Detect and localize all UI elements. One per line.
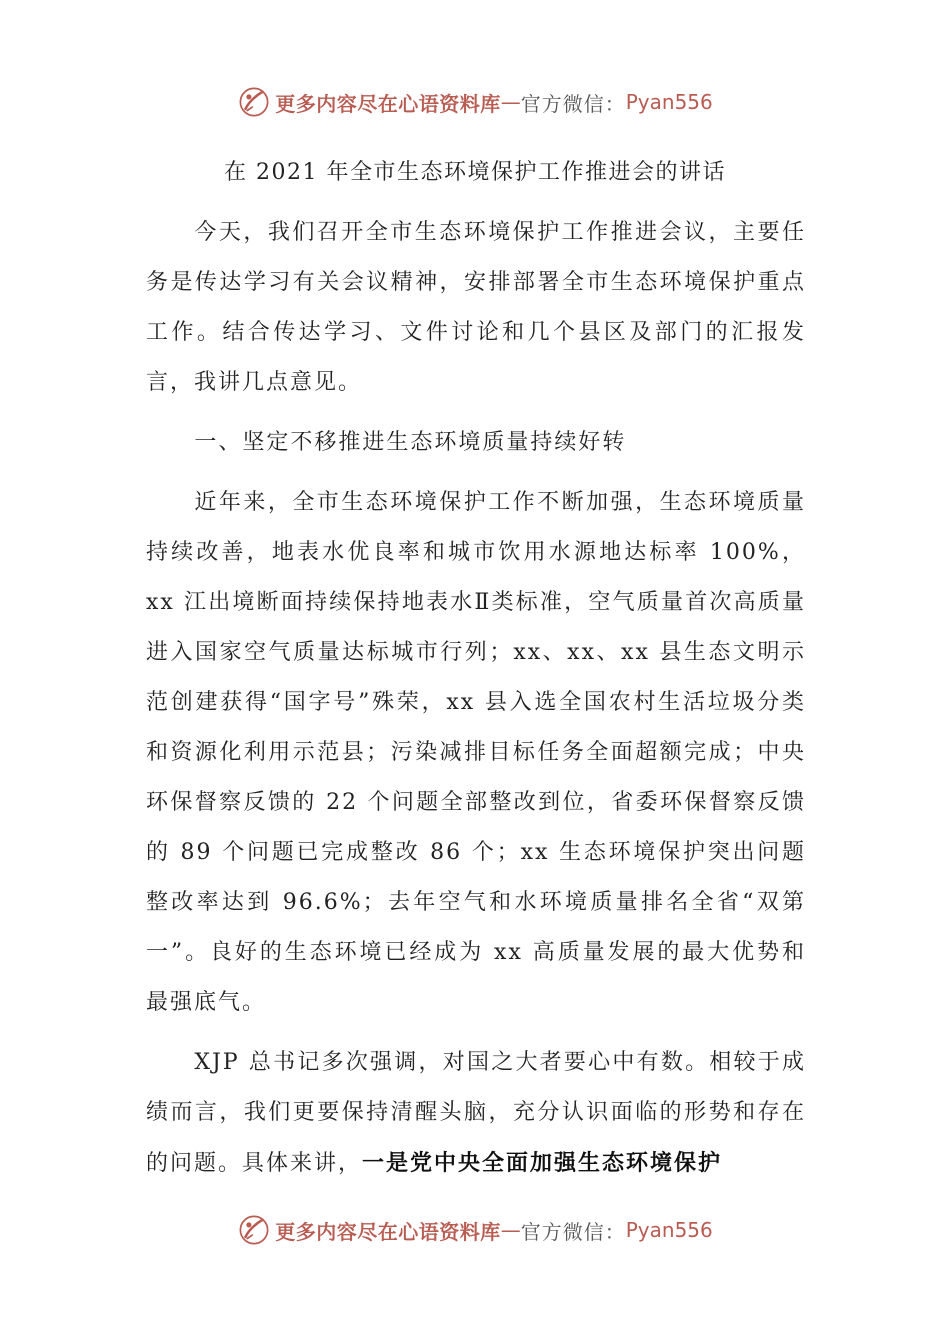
paragraph-achievements: 近年来，全市生态环境保护工作不断加强，生态环境质量持续改善，地表水优良率和城市饮用水源地达标率 100%，xx 江出境断面持续保持地表水Ⅱ类标准，空气质量首次高质量进入国家空气质量达标城市行列；xx、xx、xx 县生态文明示范创建获得“国字号”殊荣，xx 县入选全国农村生活垃圾分类和资源化利用示范县；污染减排目标任务全面超额完成；中央环保督察反馈的 22 个问题全部整改到位，省委环保督察反馈的 89 个问题已完成整改 86 个；xx 生态环境保护突出问题整改率达到 96.6%；去年空气和水环境质量排名全省“双第一”。良好的生态环境已经成为 xx 高质量发展的最大优势和最强底气。 — [146, 490, 806, 1015]
document-title: 在 2021 年全市生态环境保护工作推进会的讲话 — [224, 160, 726, 185]
banner-wechat-id: Pyan556 — [625, 90, 713, 114]
banner-wechat-id: Pyan556 — [625, 1218, 713, 1242]
watermark-banner-bottom — [0, 1210, 950, 1250]
section-heading-1: 一、坚定不移推进生态环境质量持续好转 — [194, 430, 627, 455]
pen-logo-icon — [237, 85, 271, 119]
banner-wechat-label: 官方微信： — [520, 1219, 626, 1244]
banner-text: 更多内容尽在心语资料库 — [275, 1219, 501, 1244]
document-body — [146, 208, 806, 1189]
banner-text: 更多内容尽在心语资料库 — [275, 91, 501, 116]
pen-logo-icon — [237, 1213, 271, 1247]
banner-dash: — — [500, 1218, 521, 1242]
paragraph-situation-bold: 一是党中央全面加强生态环境保护 — [362, 1150, 723, 1176]
watermark-banner-top — [0, 82, 950, 122]
paragraph-situation-text: XJP 总书记多次强调，对国之大者要心中有数。相较于成绩而言，我们更要保持清醒头脑，充分认识面临的形势和存在的问题。具体来讲， — [146, 1050, 806, 1176]
banner-wechat-label: 官方微信： — [520, 91, 626, 116]
paragraph-intro: 今天，我们召开全市生态环境保护工作推进会议，主要任务是传达学习有关会议精神，安排部署全市生态环境保护重点工作。结合传达学习、文件讨论和几个县区及部门的汇报发言，我讲几点意见。 — [146, 220, 806, 395]
paragraph-situation — [146, 1038, 806, 1189]
banner-dash: — — [500, 90, 521, 114]
